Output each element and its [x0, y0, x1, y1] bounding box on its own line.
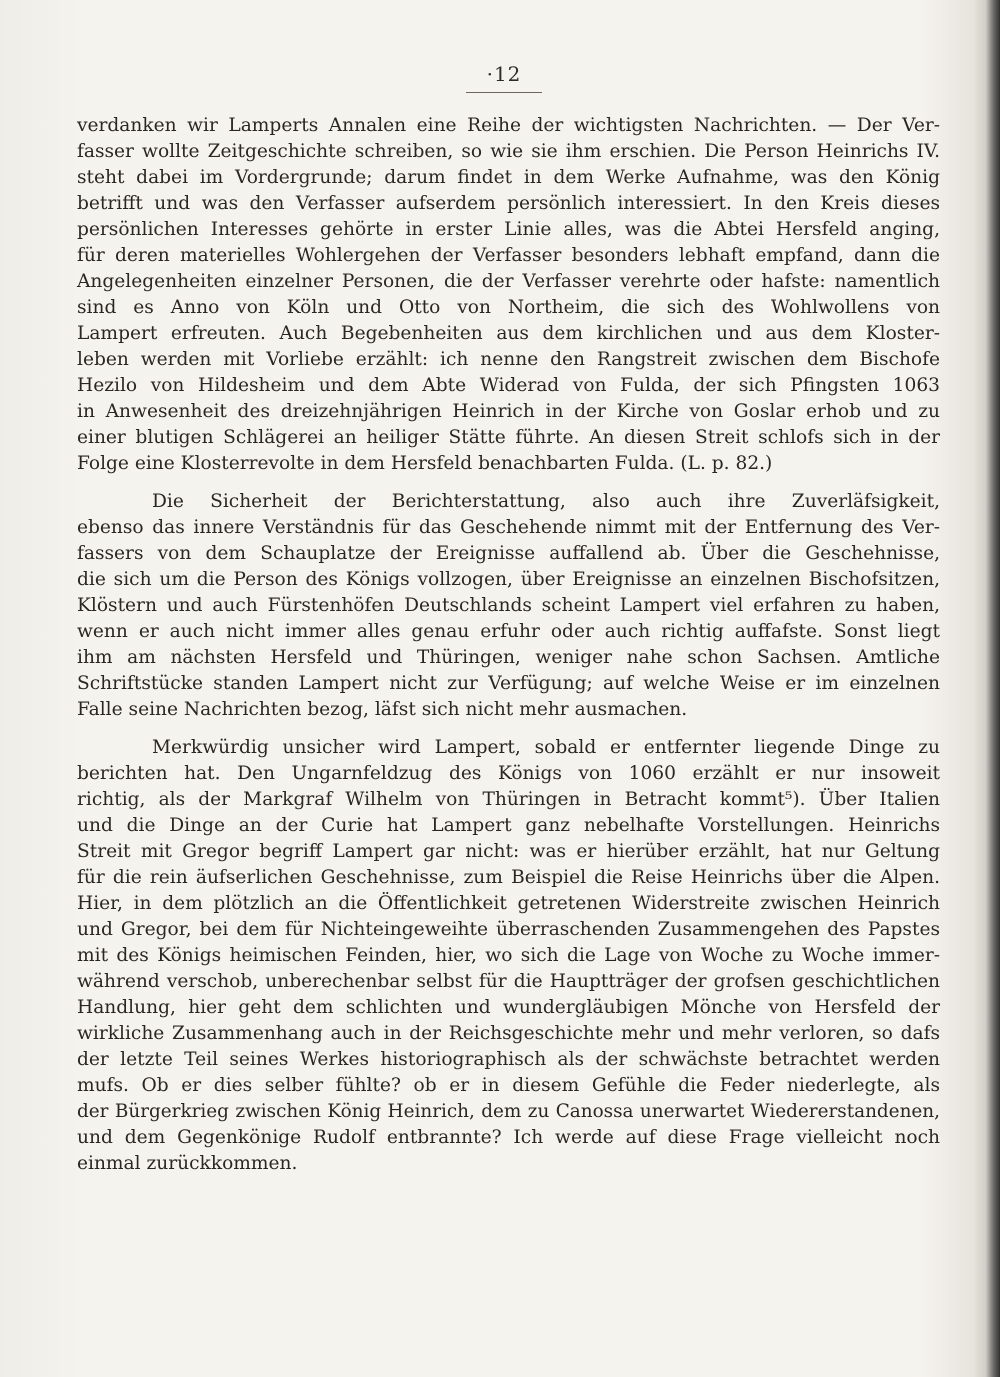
text-line: verdanken wir Lamperts Annalen eine Reihe der wichtigsten Nachrichten. — Der Ver- — [77, 115, 940, 136]
text-line: Merkwürdig unsicher wird Lampert, sobald er entfernter liegende Dinge zu — [152, 737, 940, 758]
text-line: und dem Gegenkönige Rudolf entbrannte? Ich werde auf diese Frage vielleicht noch — [77, 1127, 940, 1148]
text-line: Klöstern und auch Fürstenhöfen Deutschlands scheint Lampert viel erfahren zu haben, — [77, 595, 940, 616]
text-line: fassers von dem Schauplatze der Ereignisse auffallend ab. Über die Geschehnisse, — [77, 543, 940, 564]
text-line: fasser wollte Zeitgeschichte schreiben, so wie sie ihm erschien. Die Person Heinrichs IV. — [77, 141, 940, 162]
text-line: richtig, als der Markgraf Wilhelm von Thüringen in Betracht kommt⁵). Über Italien — [77, 789, 940, 810]
text-line: wenn er auch nicht immer alles genau erfuhr oder auch richtig auffafste. Sonst liegt — [77, 621, 940, 642]
text-line: Die Sicherheit der Berichterstattung, also auch ihre Zuverläfsigkeit, — [152, 491, 940, 512]
text-line: Hier, in dem plötzlich an die Öffentlichkeit getretenen Widerstreite zwischen Heinrich — [77, 893, 940, 914]
text-line: betrifft und was den Verfasser aufserdem persönlich interessiert. In den Kreis dieses — [77, 193, 940, 214]
text-line: Hezilo von Hildesheim und dem Abte Widerad von Fulda, der sich Pfingsten 1063 — [77, 375, 940, 396]
text-line: ihm am nächsten Hersfeld und Thüringen, weniger nahe schon Sachsen. Amtliche — [77, 647, 940, 668]
text-line: für die rein äufserlichen Geschehnisse, zum Beispiel die Reise Heinrichs über die Alpen. — [77, 867, 940, 888]
text-line: Streit mit Gregor begriff Lampert gar nicht: was er hierüber erzählt, hat nur Geltung — [77, 841, 940, 862]
text-line: Falle seine Nachrichten bezog, läfst sich nicht mehr ausmachen. — [77, 699, 688, 720]
text-line: mufs. Ob er dies selber fühlte? ob er in diesem Gefühle die Feder niederlegte, als — [77, 1075, 940, 1096]
page-number: ·12 — [486, 62, 522, 86]
text-line: während verschob, unberechenbar selbst für die Hauptträger der grofsen geschichtlichen — [77, 971, 940, 992]
text-line: Lampert erfreuten. Auch Begebenheiten aus dem kirchlichen und aus dem Kloster- — [77, 323, 940, 344]
text-line: in Anwesenheit des dreizehnjährigen Heinrich in der Kirche von Goslar erhob und zu — [77, 401, 940, 422]
text-line: Schriftstücke standen Lampert nicht zur Verfügung; auf welche Weise er im einzelnen — [77, 673, 940, 694]
text-line: für deren materielles Wohlergehen der Verfasser besonders lebhaft empfand, dann die — [77, 245, 940, 266]
text-line: steht dabei im Vordergrunde; darum findet in dem Werke Aufnahme, was den König — [77, 167, 940, 188]
text-line: der letzte Teil seines Werkes historiographisch als der schwächste betrachtet werden — [77, 1049, 940, 1070]
text-line: einer blutigen Schlägerei an heiliger Stätte führte. An diesen Streit schlofs sich in der — [77, 427, 940, 448]
text-line: die sich um die Person des Königs vollzogen, über Ereignisse an einzelnen Bischofsitzen, — [77, 569, 940, 590]
text-line: und Gregor, bei dem für Nichteingeweihte überraschenden Zusammengehen des Papstes — [77, 919, 940, 940]
paragraph-gap — [77, 723, 940, 735]
page-edge-shadow — [974, 0, 1000, 1377]
text-line: berichten hat. Den Ungarnfeldzug des Königs von 1060 erzählt er nur insoweit — [77, 763, 940, 784]
body-text — [77, 113, 940, 1177]
text-line: sind es Anno von Köln und Otto von Northeim, die sich des Wohlwollens von — [77, 297, 940, 318]
text-line: ebenso das innere Verständnis für das Geschehende nimmt mit der Entfernung des Ver- — [77, 517, 940, 538]
paragraph-gap — [77, 477, 940, 489]
text-line: mit des Königs heimischen Feinden, hier, wo sich die Lage von Woche zu Woche immer- — [77, 945, 940, 966]
text-line: der Bürgerkrieg zwischen König Heinrich, dem zu Canossa unerwartet Wiedererstandenen, — [77, 1101, 940, 1122]
text-line: und die Dinge an der Curie hat Lampert ganz nebelhafte Vorstellungen. Heinrichs — [77, 815, 940, 836]
text-line: persönlichen Interesses gehörte in erster Linie alles, was die Abtei Hersfeld anging, — [77, 219, 940, 240]
text-line: Angelegenheiten einzelner Personen, die der Verfasser verehrte oder hafste: namentlich — [77, 271, 940, 292]
text-line: Folge eine Klosterrevolte in dem Hersfeld benachbarten Fulda. (L. p. 82.) — [77, 453, 773, 474]
text-line: Handlung, hier geht dem schlichten und wundergläubigen Mönche von Hersfeld der — [77, 997, 940, 1018]
text-line: leben werden mit Vorliebe erzählt: ich nenne den Rangstreit zwischen dem Bischofe — [77, 349, 940, 370]
page-number-rule — [466, 92, 542, 93]
text-line: wirkliche Zusammenhang auch in der Reichsgeschichte mehr und mehr verloren, so dafs — [77, 1023, 940, 1044]
text-line: einmal zurückkommen. — [77, 1153, 298, 1174]
